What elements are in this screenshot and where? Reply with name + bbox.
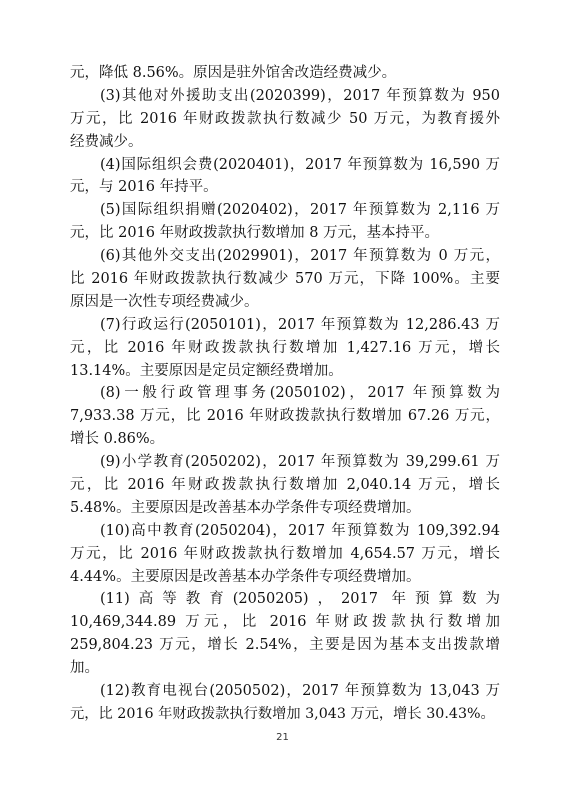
text-line: 7,933.38 万元，比 2016 年财政拨款执行数增加 67.26 万元， (70, 408, 500, 425)
text-line: 元，比 2016 年财政拨款执行数增加 3,043 万元，增长 30.43%。 (70, 705, 495, 722)
page-number: 21 (276, 732, 289, 743)
text-line: 元，降低 8.56%。原因是驻外馆舍改造经费减少。 (70, 65, 397, 81)
text-line: 加。 (70, 660, 99, 677)
text-line: (8)一般行政管理事务(2050102)，2017 年预算数为 (100, 385, 500, 402)
text-line: (10)高中教育(2050204)，2017 年预算数为 109,392.94 (100, 522, 500, 539)
text-line: (6)其他外交支出(2029901)，2017 年预算数为 0 万元， (100, 248, 500, 265)
text-line: 10,469,344.89 万元，比 2016 年财政拨款执行数增加 (70, 614, 500, 631)
text-line: (4)国际组织会费(2020401)，2017 年预算数为 16,590 万 (100, 156, 500, 173)
text-line: 元，比 2016 年财政拨款执行数增加 8 万元，基本持平。 (70, 225, 440, 242)
text-line: 259,804.23 万元，增长 2.54%，主要是因为基本支出拨款增 (70, 637, 500, 654)
text-line: (3)其他对外援助支出(2020399)，2017 年预算数为 950 (100, 87, 500, 104)
body-text (70, 62, 500, 726)
text-line: (7)行政运行(2050101)，2017 年预算数为 12,286.43 万 (100, 316, 500, 333)
text-line: 元，比 2016 年财政拨款执行数增加 1,427.16 万元，增长 (70, 339, 500, 356)
text-line: (12)教育电视台(2050502)，2017 年预算数为 13,043 万 (100, 683, 500, 700)
text-line: 经费减少。 (70, 133, 143, 150)
text-line: 元，比 2016 年财政拨款执行数增加 2,040.14 万元，增长 (70, 477, 500, 494)
text-line: (5)国际组织捐赠(2020402)，2017 年预算数为 2,116 万 (100, 202, 500, 219)
text-line: 13.14%。主要原因是定员定额经费增加。 (70, 362, 343, 379)
text-line: 5.48%。主要原因是改善基本办学条件专项经费增加。 (70, 499, 421, 516)
text-line: 4.44%。主要原因是改善基本办学条件专项经费增加。 (70, 568, 421, 585)
text-line: (9)小学教育(2050202)，2017 年预算数为 39,299.61 万 (100, 454, 500, 471)
text-line: 万元，比 2016 年财政拨款执行数增加 4,654.57 万元，增长 (70, 545, 500, 562)
text-line: 元，与 2016 年持平。 (70, 179, 218, 196)
text-line: 原因是一次性专项经费减少。 (70, 293, 259, 310)
text-line: 增长 0.86%。 (70, 431, 165, 448)
text-line: 比 2016 年财政拨款执行数减少 570 万元，下降 100%。主要 (70, 271, 500, 288)
text-line: 万元，比 2016 年财政拨款执行数减少 50 万元，为教育援外 (70, 110, 500, 127)
text-line: (11)高等教育(2050205)，2017 年预算数为 (100, 591, 500, 608)
